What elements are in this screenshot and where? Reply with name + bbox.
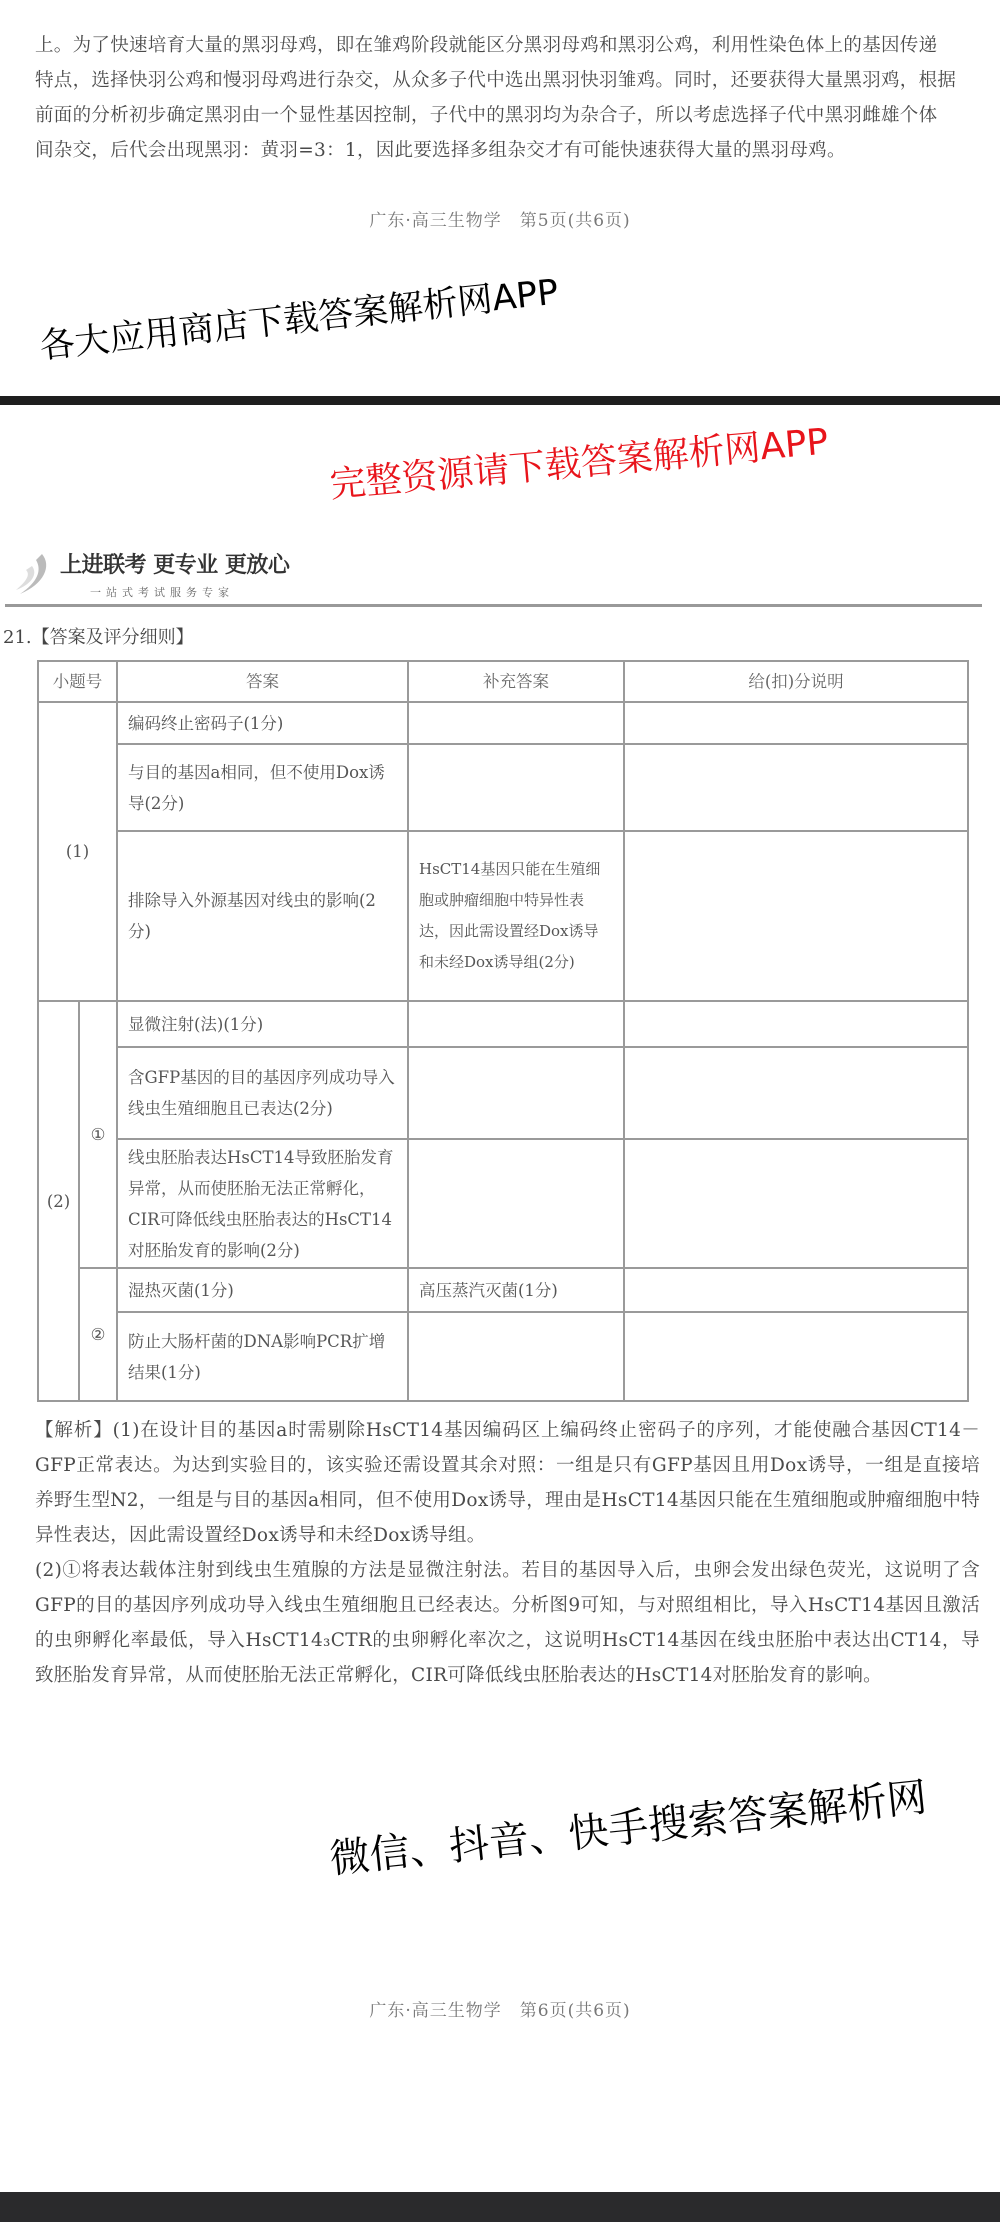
answer-cell: 线虫胚胎表达HsCT14导致胚胎发育异常，从而使胚胎无法正常孵化，CIR可降低线虫胚胎表达的HsCT14对胚胎发育的影响(2分) — [117, 1139, 408, 1268]
watermark-middle: 完整资源请下载答案解析网APP — [328, 421, 830, 506]
supplement-cell — [408, 744, 624, 831]
page-separator-band — [0, 396, 1000, 405]
scoring-cell — [624, 831, 968, 1001]
part2-label: (2) — [38, 1001, 79, 1401]
analysis-paragraph-2: (2)①将表达载体注射到线虫生殖腺的方法是显微注射法。若目的基因导入后，虫卵会发出绿色荧光，这说明了含GFP的目的基因序列成功导入线虫生殖细胞且已经表达。分析图9可知，与对照组相比，导入HsCT14基因且激活的虫卵孵化率最低，导入HsCT14₃CTR的虫卵孵化率次之，这说明HsCT14基因在线虫胚胎中表达出CT14，导致胚胎发育异常，从而使胚胎无法正常孵化，CIR可降低线虫胚胎表达的HsCT14对胚胎发育的影响。 — [35, 1560, 980, 1686]
scoring-cell — [624, 1001, 968, 1047]
text-line: 上。为了快速培育大量的黑羽母鸡，即在雏鸡阶段就能区分黑羽母鸡和黑羽公鸡，利用性染色体上的基因传递 — [35, 35, 938, 56]
scoring-cell — [624, 744, 968, 831]
sub1-label: ① — [79, 1001, 117, 1268]
scoring-cell — [624, 1139, 968, 1268]
supplement-cell — [408, 1139, 624, 1268]
answer-cell: 含GFP基因的目的基因序列成功导入线虫生殖细胞且已表达(2分) — [117, 1047, 408, 1139]
analysis-section — [35, 1413, 980, 1693]
page-footer-5: 广东·高三生物学 第5页(共6页) — [369, 211, 631, 231]
scoring-cell — [624, 1047, 968, 1139]
scoring-cell — [624, 1312, 968, 1401]
part1-label: (1) — [38, 702, 117, 1001]
logo-subtitle: 一站式考试服务专家 — [90, 586, 234, 599]
answer-cell: 防止大肠杆菌的DNA影响PCR扩增结果(1分) — [117, 1312, 408, 1401]
text-line: 间杂交，后代会出现黑羽：黄羽=3：1，因此要选择多组杂交才有可能快速获得大量的黑羽母鸡。 — [35, 140, 846, 161]
text-line: 前面的分析初步确定黑羽由一个显性基因控制，子代中的黑羽均为杂合子，所以考虑选择子代中黑羽雌雄个体 — [35, 105, 938, 126]
answer-cell: 排除导入外源基因对线虫的影响(2分) — [117, 831, 408, 1001]
table-row — [38, 1139, 968, 1268]
text-line: 特点，选择快羽公鸡和慢羽母鸡进行杂交，从众多子代中选出黑羽快羽雏鸡。同时，还要获得大量黑羽鸡，根据 — [35, 70, 957, 91]
scoring-cell — [624, 1268, 968, 1312]
supplement-cell: 高压蒸汽灭菌(1分) — [408, 1268, 624, 1312]
scoring-cell — [624, 702, 968, 744]
bottom-band — [0, 2192, 1000, 2222]
page-footer-6: 广东·高三生物学 第6页(共6页) — [369, 2001, 631, 2021]
header-answer: 答案 — [117, 661, 408, 702]
table-row — [38, 1312, 968, 1401]
previous-page-text — [35, 28, 980, 168]
question-heading: 21.【答案及评分细则】 — [3, 627, 194, 648]
watermark-top: 各大应用商店下载答案解析网APP — [37, 272, 561, 367]
header-scoring: 给(扣)分说明 — [624, 661, 968, 702]
answer-cell: 编码终止密码子(1分) — [117, 702, 408, 744]
header-divider — [5, 604, 982, 607]
table-row — [38, 831, 968, 1001]
table-row — [38, 744, 968, 831]
logo-swoosh-icon — [12, 552, 56, 596]
supplement-cell: HsCT14基因只能在生殖细胞或肿瘤细胞中特异性表达，因此需设置经Dox诱导和未经Dox诱导组(2分) — [408, 831, 624, 1001]
table-row — [38, 1001, 968, 1047]
analysis-paragraph-1: 【解析】(1)在设计目的基因a时需剔除HsCT14基因编码区上编码终止密码子的序列，才能使融合基因CT14－GFP正常表达。为达到实验目的，该实验还需设置其余对照：一组是只有GFP基因且用Dox诱导，一组是直接培养野生型N2，一组是与目的基因a相同，但不使用Dox诱导，理由是HsCT14基因只能在生殖细胞或肿瘤细胞中特异性表达，因此需设置经Dox诱导和未经Dox诱导组。 — [35, 1420, 980, 1546]
watermark-bottom: 微信、抖音、快手搜索答案解析网 — [327, 1774, 930, 1883]
table-row — [38, 1268, 968, 1312]
header-subquestion: 小题号 — [38, 661, 117, 702]
table-row — [38, 1047, 968, 1139]
answer-cell: 与目的基因a相同，但不使用Dox诱导(2分) — [117, 744, 408, 831]
answer-cell: 显微注射(法)(1分) — [117, 1001, 408, 1047]
answer-table — [37, 660, 969, 1402]
header-supplement: 补充答案 — [408, 661, 624, 702]
logo-title: 上进联考 更专业 更放心 — [60, 553, 290, 578]
supplement-cell — [408, 1312, 624, 1401]
table-row — [38, 702, 968, 744]
sub2-label: ② — [79, 1268, 117, 1401]
supplement-cell — [408, 1047, 624, 1139]
answer-cell: 湿热灭菌(1分) — [117, 1268, 408, 1312]
supplement-cell — [408, 1001, 624, 1047]
table-header-row — [38, 661, 968, 702]
supplement-cell — [408, 702, 624, 744]
